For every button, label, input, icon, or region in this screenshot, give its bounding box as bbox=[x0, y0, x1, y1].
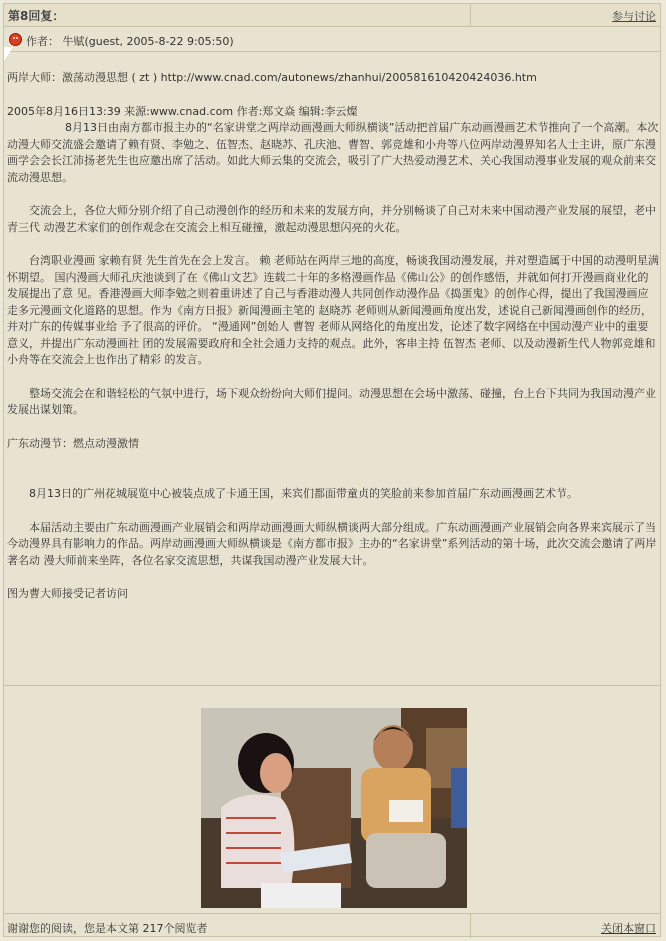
interview-photo bbox=[201, 708, 467, 908]
post-frame bbox=[3, 3, 661, 937]
reply-title: 第8回复： bbox=[8, 9, 65, 23]
paragraph-3: 台湾职业漫画 家赖有贤 先生首先在会上发言。 赖 老师站在两岸三地的高度，畅谈我国动漫发展，并对塑造属于中国的动漫明星满怀期望。 国内漫画大师孔庆池谈到了在《佛山文艺》连载二十年的多格漫画作品《佛山公》的创作感悟，并就如何打开漫画商业化的发展提出了意 见。香港漫画大师李勉之则着重讲述了自己与香港动漫人共同创作动漫作品《捣蛋鬼》的创作心得，提出了我国漫画应走多元漫画文化道路的思想。作为《南方日报》新闻漫画主笔的 赵晓苏 老师则从新闻漫画角度出发，述说自己新闻漫画创作的经历，并对广东的传媒事业给 予了很高的评价。 “漫通网”创始人 曹智 老师从网络化的角度出发，论述了数字网络在中国动漫产业中的重要意义，并提出广东动漫画社 团的发展需要政府和全社会通力支持的观点。此外，客串主持 伍智杰 老师、以及动漫新生代人物郭竞雄和小舟等在交流会上也作出了精彩 的发言。 bbox=[7, 254, 659, 366]
paragraph-4: 整场交流会在和谐轻松的气氛中进行，场下观众纷纷向大师们提问。动漫思想在会场中激荡、碰撞，台上台下共同为我国动漫产业发展出谋划策。 bbox=[7, 386, 656, 416]
photo-caption: 图为曹大师接受记者访问 bbox=[7, 587, 128, 600]
author-bar bbox=[4, 27, 660, 52]
close-window-link[interactable]: 关闭本窗口 bbox=[601, 922, 656, 935]
paragraph-6: 本届活动主要由广东动画漫画产业展销会和两岸动画漫画大师纵横谈两大部分组成。广东动画漫画产业展销会向各界来宾展示了当今动漫界具有影响力的作品。两岸动画漫画大师纵横谈是《南方都市报》主办的“名家讲堂”系列活动的第十场，此次交流会邀请了两岸著名动 漫大师前来坐阵，各位名家交流思想，共谋我国动漫产业发展大计。 bbox=[7, 520, 657, 567]
author-info: 作者： 牛赋(guest, 2005-8-22 9:05:50) bbox=[26, 35, 234, 48]
header-divider bbox=[470, 4, 471, 26]
footer-divider bbox=[470, 914, 471, 938]
content-divider bbox=[4, 685, 660, 686]
reader-count-text: 谢谢您的阅读，您是本文第 217个阅览者 bbox=[7, 922, 208, 935]
paragraph-2: 交流会上，各位大师分别介绍了自己动漫创作的经历和未来的发展方向，并分别畅谈了自己对未来中国动漫产业发展的展望，老中青三代 动漫艺术家们的创作观念在交流会上相互碰撞，激起动漫思想闪亮的火花。 bbox=[7, 204, 656, 234]
paragraph-5: 8月13日的广州花城展览中心被装点成了卡通王国，来宾们都面带童贞的笑脸前来参加首届广东动画漫画艺术节。 bbox=[29, 487, 578, 500]
article-body bbox=[7, 70, 659, 603]
section-title: 广东动漫节：燃点动漫激情 bbox=[7, 436, 139, 450]
paragraph-1: 8月13日由南方都市报主办的“名家讲堂之两岸动画漫画大师纵横谈”活动把首届广东动画漫画艺术节推向了一个高潮。本次动漫大师交流盛会邀请了赖有贤、李勉之、伍智杰、赵晓苏、孔庆池、曹智、郭竞雄和小舟等八位两岸动漫界知名人士主讲，原广东漫画学会会长江沛扬老先生也应邀出席了活动。如此大师云集的交流会，吸引了广大热爱动漫艺术、关心我国动漫事业发展的观众前来交流动漫思想。 bbox=[7, 121, 659, 184]
mouse-cursor-icon bbox=[4, 47, 13, 61]
smiley-icon bbox=[9, 33, 22, 46]
reply-header bbox=[4, 4, 660, 27]
footer-bar bbox=[4, 913, 660, 938]
source-line: 两岸大师：激荡动漫思想 ( zt ) http://www.cnad.com/autonews/zhanhui/200581610420424036.htm bbox=[7, 71, 537, 84]
meta-line: 2005年8月16日13:39 来源:www.cnad.com 作者:郑文焱 编辑:李云燦 bbox=[7, 104, 358, 118]
join-discussion-link[interactable]: 参与讨论 bbox=[612, 10, 656, 23]
